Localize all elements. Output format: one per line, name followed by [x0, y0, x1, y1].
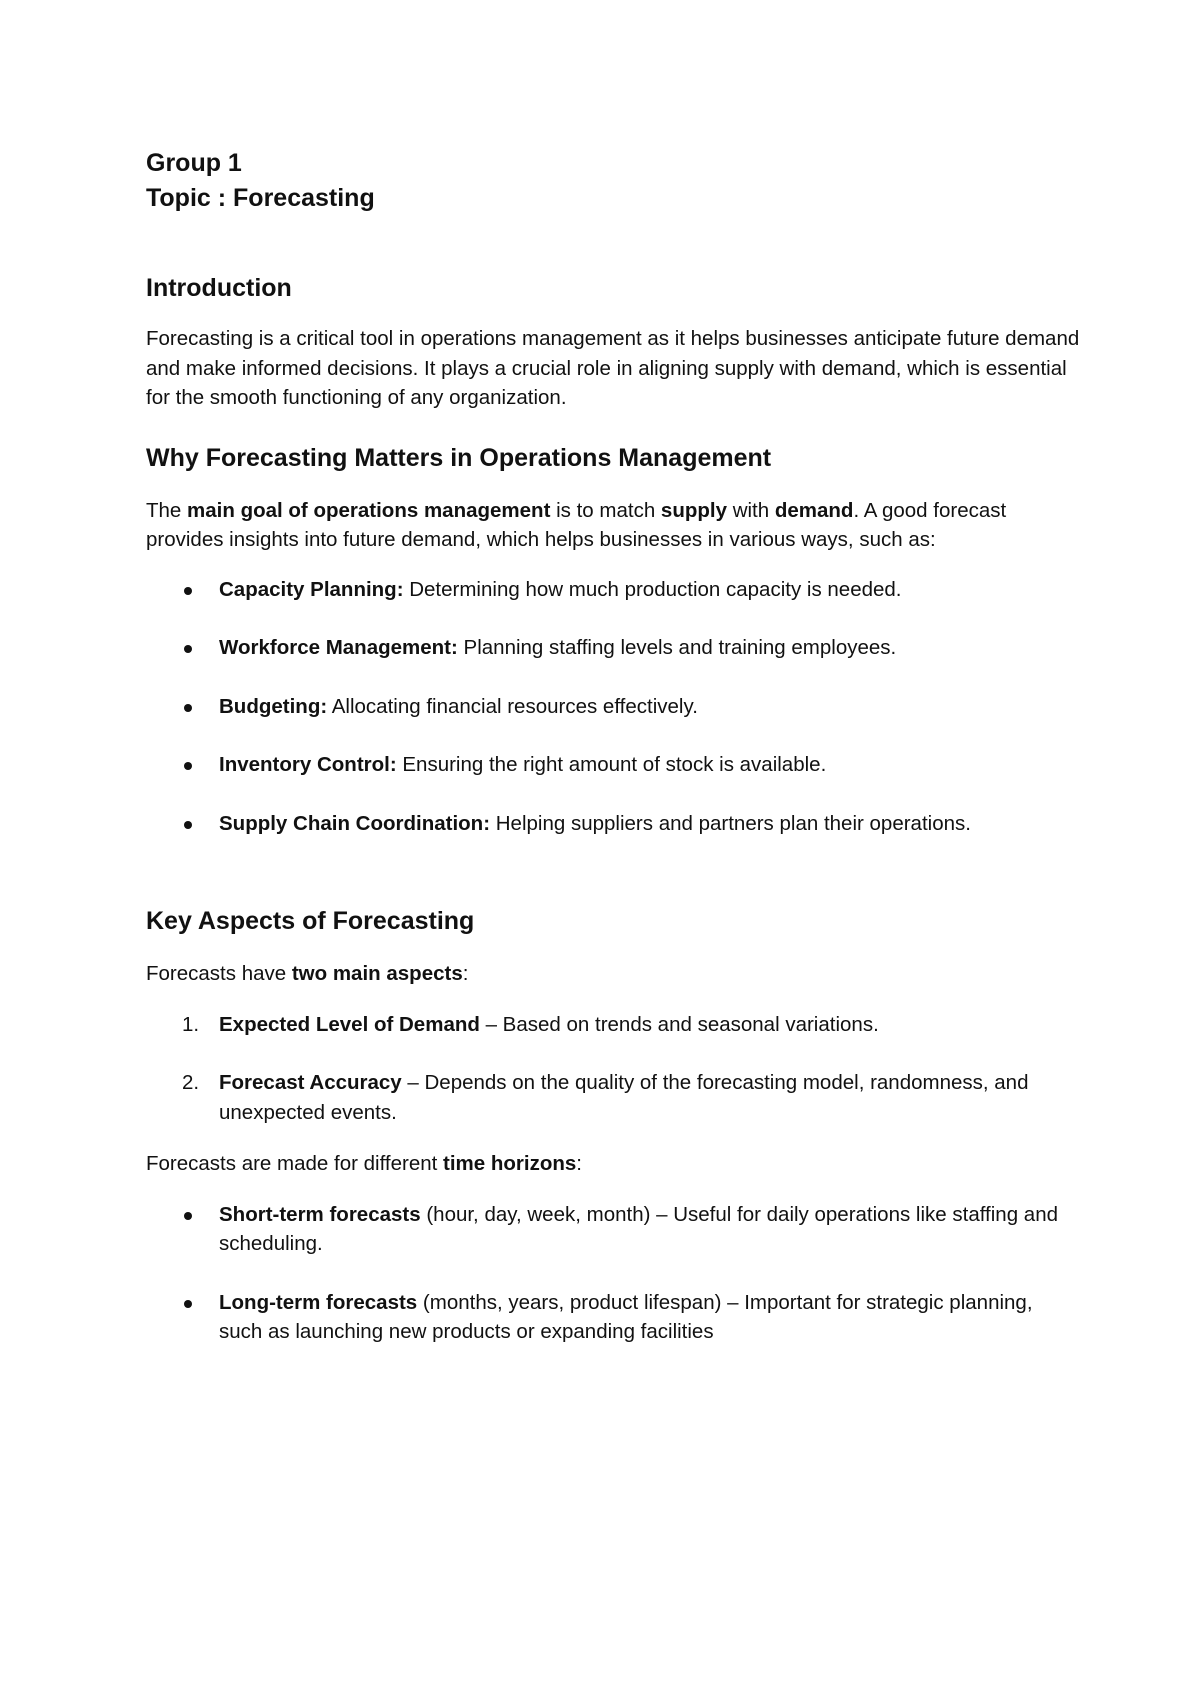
list-item: Supply Chain Coordination: Helping suppliers and partners plan their operations.: [146, 809, 1080, 839]
bullet-icon: [184, 587, 192, 595]
list-item: Capacity Planning: Determining how much production capacity is needed.: [146, 575, 1080, 605]
introduction-heading: Introduction: [146, 274, 292, 302]
key-aspects-paragraph: Forecasts have two main aspects:: [146, 962, 469, 985]
list-number: 2.: [182, 1071, 200, 1094]
benefits-list: [146, 575, 1080, 839]
introduction-paragraph: Forecasting is a critical tool in operations management as it helps businesses anticipate future demand and make informed decisions. It plays a crucial role in aligning supply with demand, which is essential for the smooth functioning of any organization.: [146, 327, 1080, 409]
list-item: Budgeting: Allocating financial resources effectively.: [146, 692, 1080, 722]
list-item: 1. Expected Level of Demand – Based on trends and seasonal variations.: [146, 1010, 1080, 1040]
aspects-list: [146, 1010, 1080, 1128]
list-item: Long-term forecasts (months, years, product lifespan) – Important for strategic planning, such as launching new products or expanding facilities: [146, 1288, 1080, 1347]
key-aspects-heading: Key Aspects of Forecasting: [146, 907, 475, 935]
bullet-icon: [184, 1300, 192, 1308]
list-number: 1.: [182, 1012, 200, 1036]
bullet-icon: [184, 645, 192, 653]
bullet-icon: [184, 1212, 192, 1220]
bullet-icon: [184, 762, 192, 770]
why-forecasting-paragraph: The main goal of operations management is to match supply with demand. A good forecast provides insights into future demand, which helps businesses in various ways, such as:: [146, 498, 1007, 551]
bullet-icon: [184, 821, 192, 829]
list-item: Workforce Management: Planning staffing levels and training employees.: [146, 633, 1080, 663]
why-forecasting-heading: Why Forecasting Matters in Operations Management: [146, 443, 772, 472]
list-item: Inventory Control: Ensuring the right amount of stock is available.: [146, 750, 1080, 780]
list-item: Short-term forecasts (hour, day, week, month) – Useful for daily operations like staffing and scheduling.: [146, 1200, 1080, 1259]
time-horizons-paragraph: Forecasts are made for different time horizons:: [146, 1152, 582, 1175]
group-title: Group 1: [146, 149, 242, 177]
bullet-icon: [184, 704, 192, 712]
list-item: 2. Forecast Accuracy – Depends on the quality of the forecasting model, randomness, and unexpected events.: [146, 1068, 1080, 1127]
topic-title: Topic : Forecasting: [146, 184, 375, 212]
time-horizons-list: [146, 1200, 1080, 1347]
